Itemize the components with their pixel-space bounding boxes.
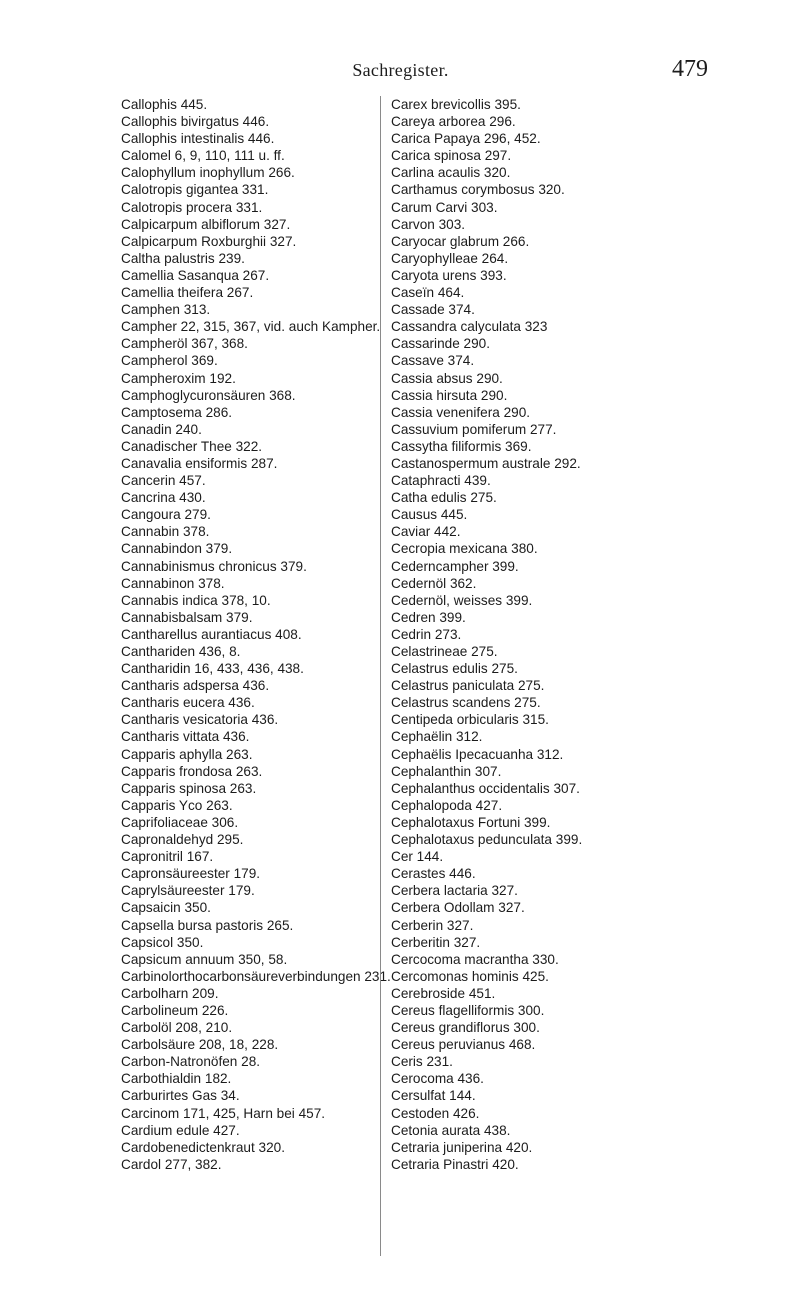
- index-entry: Cannabin 378.: [121, 524, 210, 540]
- index-entry: Canadischer Thee 322.: [121, 438, 263, 454]
- index-entry: Caviar 442.: [391, 524, 461, 540]
- index-entry: Celastrus edulis 275.: [391, 661, 518, 677]
- index-entry: Callophis 445.: [121, 97, 208, 112]
- index-entry: Cassave 374.: [391, 353, 475, 369]
- index-entry: Cedernöl 362.: [391, 575, 477, 591]
- index-entry: Calomel 6, 9, 110, 111 u. ff.: [121, 148, 285, 164]
- index-entry: Capronsäureester 179.: [121, 866, 261, 882]
- index-entry: Carbolöl 208, 210.: [121, 1020, 233, 1036]
- index-entry: Centipeda orbicularis 315.: [391, 712, 549, 728]
- index-entry: Cecropia mexicana 380.: [391, 541, 538, 557]
- index-entry: Cerebroside 451.: [391, 985, 496, 1001]
- index-entry: Callophis bivirgatus 446.: [121, 114, 270, 130]
- index-entry: Cephalotaxus pedunculata 399.: [391, 832, 583, 848]
- index-entry: Carvon 303.: [391, 216, 466, 232]
- index-entry: Cerbera Odollam 327.: [391, 900, 525, 916]
- index-entry: Callophis intestinalis 446.: [121, 131, 275, 147]
- index-entry: Carum Carvi 303.: [391, 199, 498, 215]
- index-entry: Cassandra calyculata 323: [391, 319, 548, 335]
- index-entry: Cardium edule 427.: [121, 1122, 240, 1138]
- index-entry: Cephalopoda 427.: [391, 797, 503, 813]
- index-entry: Cannabisbalsam 379.: [121, 609, 253, 625]
- index-entry: Cerberin 327.: [391, 917, 474, 933]
- index-entry: Cedernöl, weisses 399.: [391, 592, 533, 608]
- index-entry: Cantharis adspersa 436.: [121, 678, 270, 694]
- index-entry: Capparis spinosa 263.: [121, 780, 257, 796]
- index-entry: Cereus grandiflorus 300.: [391, 1020, 540, 1036]
- index-entry: Caryocar glabrum 266.: [391, 233, 530, 249]
- index-entry: Careya arborea 296.: [391, 114, 516, 130]
- index-entry: Cetraria Pinastri 420.: [391, 1156, 519, 1172]
- index-entry: Canthariden 436, 8.: [121, 644, 241, 659]
- index-entry: Cersulfat 144.: [391, 1088, 476, 1104]
- index-entry: Cannabinismus chronicus 379.: [121, 558, 307, 574]
- index-entry: Calophyllum inophyllum 266.: [121, 165, 295, 181]
- index-entry: Carica spinosa 297.: [391, 148, 512, 164]
- index-entry: Canavalia ensiformis 287.: [121, 455, 278, 471]
- index-entry: Ceris 231.: [391, 1054, 453, 1070]
- index-entry: Celastrus scandens 275.: [391, 695, 541, 711]
- index-entry: Canadin 240.: [121, 421, 202, 437]
- index-entry: Camphen 313.: [121, 302, 211, 318]
- index-entry: Campheroxim 192.: [121, 370, 236, 386]
- index-entry: Calpicarpum albiflorum 327.: [121, 216, 291, 232]
- index-entry: Capparis frondosa 263.: [121, 763, 263, 779]
- index-entry: Capparis aphylla 263.: [121, 746, 253, 762]
- index-entry: Caltha palustris 239.: [121, 250, 245, 266]
- page-title: Sachregister.: [352, 60, 449, 80]
- index-entry: Cercocoma macrantha 330.: [391, 951, 559, 967]
- index-entry: Camellia Sasanqua 267.: [121, 267, 270, 283]
- index-entry: Calotropis procera 331.: [121, 199, 263, 215]
- index-entry: Campherol 369.: [121, 353, 218, 369]
- page-number: 479: [672, 56, 708, 82]
- index-entry: Capronaldehyd 295.: [121, 832, 244, 848]
- index-entry: Cephalanthin 307.: [391, 763, 502, 779]
- index-entry: Carex brevicollis 395.: [391, 97, 521, 112]
- index-entry: Caprylsäureester 179.: [121, 883, 255, 899]
- index-entry: Cerocoma 436.: [391, 1071, 484, 1087]
- index-entry: Cantharis eucera 436.: [121, 695, 255, 711]
- index-entry: Camellia theifera 267.: [121, 285, 254, 301]
- index-entry: Cerastes 446.: [391, 866, 476, 882]
- index-entry: Caryota urens 393.: [391, 267, 507, 283]
- index-entry: Cephaëlin 312.: [391, 729, 483, 745]
- index-entry: Cantharidin 16, 433, 436, 438.: [121, 661, 304, 677]
- index-entry: Cederncampher 399.: [391, 558, 519, 574]
- index-entry: Cangoura 279.: [121, 507, 211, 523]
- index-entry: Cannabinon 378.: [121, 575, 225, 591]
- index-entry: Celastrus paniculata 275.: [391, 678, 545, 694]
- index-entry: Cassarinde 290.: [391, 336, 490, 352]
- index-entry: Caprifoliaceae 306.: [121, 814, 239, 830]
- index-entry: Calotropis gigantea 331.: [121, 182, 269, 198]
- index-entry: Cetonia aurata 438.: [391, 1122, 511, 1138]
- index-entry: Cercomonas hominis 425.: [391, 968, 549, 984]
- index-entry: Cataphracti 439.: [391, 473, 491, 489]
- index-entry: Cannabis indica 378, 10.: [121, 592, 271, 608]
- index-entry: Cereus peruvianus 468.: [391, 1037, 536, 1053]
- index-entry: Camphoglycuronsäuren 368.: [121, 387, 296, 403]
- index-entry: Capsella bursa pastoris 265.: [121, 917, 294, 933]
- index-column-left: [121, 96, 391, 1173]
- index-entry: Cerberitin 327.: [391, 934, 481, 950]
- index-entry: Cannabindon 379.: [121, 541, 233, 557]
- index-entry: Castanospermum australe 292.: [391, 455, 581, 471]
- index-entry: Capsicol 350.: [121, 934, 204, 950]
- index-entry: Capparis Yco 263.: [121, 797, 233, 813]
- index-entry: Cephaëlis Ipecacuanha 312.: [391, 746, 564, 762]
- index-entry: Caseïn 464.: [391, 285, 465, 301]
- index-entry: Cassytha filiformis 369.: [391, 438, 532, 454]
- index-entry: Cassia venenifera 290.: [391, 404, 531, 420]
- index-entry: Cardol 277, 382.: [121, 1156, 222, 1172]
- index-entry: Cephalotaxus Fortuni 399.: [391, 814, 551, 830]
- index-entry: Carbothialdin 182.: [121, 1071, 232, 1087]
- index-entry: Carcinom 171, 425, Harn bei 457.: [121, 1105, 326, 1121]
- index-entry: Carbolineum 226.: [121, 1002, 229, 1018]
- index-entry: Cassade 374.: [391, 302, 475, 318]
- index-entry: Campher 22, 315, 367, vid. auch Kampher.: [121, 319, 381, 335]
- index-entry: Carbon-Natronöfen 28.: [121, 1054, 261, 1070]
- index-entry: Cancerin 457.: [121, 473, 206, 489]
- index-entry: Cassia absus 290.: [391, 370, 503, 386]
- index-entry: Cardobenedictenkraut 320.: [121, 1139, 285, 1155]
- index-entry: Cassia hirsuta 290.: [391, 387, 508, 403]
- index-entry: Cassuvium pomiferum 277.: [391, 421, 557, 437]
- index-entry: Celastrineae 275.: [391, 644, 498, 659]
- index-entry: Calpicarpum Roxburghii 327.: [121, 233, 297, 249]
- index-entry: Cestoden 426.: [391, 1105, 480, 1121]
- index-entry: Carbinolorthocarbonsäureverbindungen 231.: [121, 968, 391, 984]
- index-entry: Catha edulis 275.: [391, 490, 497, 506]
- index-entry: Cer 144.: [391, 849, 444, 865]
- index-entry: Carbolharn 209.: [121, 985, 219, 1001]
- index-entry: Cantharellus aurantiacus 408.: [121, 626, 302, 642]
- index-entry: Camptosema 286.: [121, 404, 233, 420]
- index-entry: Cantharis vesicatoria 436.: [121, 712, 279, 728]
- index-entry: Caryophylleae 264.: [391, 250, 509, 266]
- page-header: [0, 56, 801, 86]
- index-entry: Carica Papaya 296, 452.: [391, 131, 541, 147]
- index-entry: Cancrina 430.: [121, 490, 206, 506]
- index-entry: Carbolsäure 208, 18, 228.: [121, 1037, 279, 1053]
- index-entry: Capsaicin 350.: [121, 900, 211, 916]
- index-entry: Cedren 399.: [391, 609, 466, 625]
- index-entry: Capsicum annuum 350, 58.: [121, 951, 288, 967]
- index-entry: Campheröl 367, 368.: [121, 336, 248, 352]
- index-entry: Carlina acaulis 320.: [391, 165, 511, 181]
- index-entry: Cantharis vittata 436.: [121, 729, 250, 745]
- index-entry: Cetraria juniperina 420.: [391, 1139, 533, 1155]
- index-entry: Cephalanthus occidentalis 307.: [391, 780, 580, 796]
- index-entry: Cedrin 273.: [391, 626, 462, 642]
- index-entry: Capronitril 167.: [121, 849, 214, 865]
- index-entry: Causus 445.: [391, 507, 468, 523]
- index-entry: Cereus flagelliformis 300.: [391, 1002, 545, 1018]
- index-entry: Cerbera lactaria 327.: [391, 883, 518, 899]
- index-entry: Carburirtes Gas 34.: [121, 1088, 240, 1104]
- index-column-right: [380, 96, 721, 1256]
- index-entry: Carthamus corymbosus 320.: [391, 182, 565, 198]
